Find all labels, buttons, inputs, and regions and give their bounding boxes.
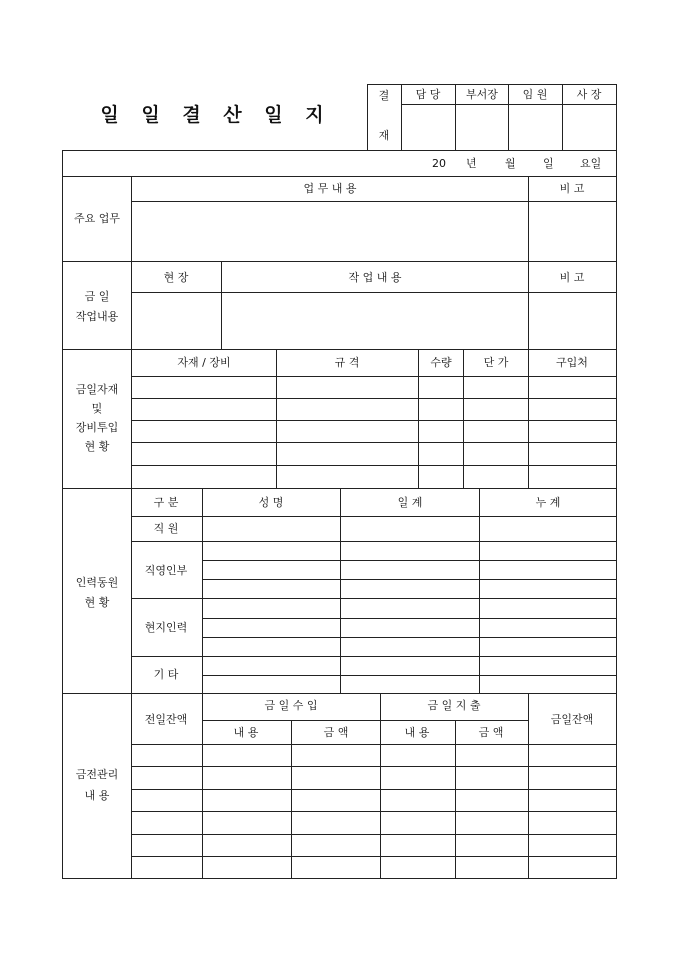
- today-work-site-field[interactable]: [132, 293, 221, 349]
- date-day-label: 일: [543, 157, 554, 170]
- approval-role-staff: 담 당: [415, 88, 441, 101]
- main-work-label: 주요 업무: [73, 212, 121, 225]
- materials-header-spec: 규 격: [334, 356, 360, 369]
- manpower-header-category: 구 분: [153, 496, 179, 509]
- manpower-label-2: 현 황: [84, 596, 110, 609]
- today-work-note-header: 비 고: [559, 271, 585, 284]
- main-work-content-header: 업 무 내 용: [303, 182, 357, 195]
- approval-sign-executive[interactable]: [509, 105, 562, 150]
- manpower-header-cumulative: 누 계: [535, 496, 561, 509]
- manpower-cat-other: 기 타: [153, 668, 179, 681]
- manpower-header-daily: 일 계: [397, 496, 423, 509]
- today-work-label-1: 금 일: [84, 290, 110, 303]
- materials-header-price: 단 가: [483, 356, 509, 369]
- manpower-cat-staff: 직 원: [153, 522, 179, 535]
- date-year-label: 년: [466, 157, 477, 170]
- materials-header-qty: 수량: [430, 356, 452, 369]
- approval-role-executive: 임 원: [522, 88, 548, 101]
- approval-label-top: 결: [378, 89, 390, 102]
- approval-role-manager: 부서장: [466, 88, 498, 101]
- materials-label-1: 금일자재: [75, 383, 119, 396]
- manpower-cat-local-labor: 현지인력: [144, 621, 188, 634]
- manpower-cat-direct-labor: 직영인부: [144, 564, 188, 577]
- manpower-header-name: 성 명: [258, 496, 284, 509]
- cash-expense-amount-header: 금 액: [478, 726, 504, 739]
- cash-expense-header: 금 일 지 출: [427, 699, 481, 712]
- approval-sign-manager[interactable]: [456, 105, 508, 150]
- cash-label-1: 금전관리: [75, 768, 119, 781]
- cash-label-2: 내 용: [84, 789, 110, 802]
- materials-label-4: 현 황: [84, 440, 110, 453]
- today-work-label-2: 작업내용: [75, 310, 119, 323]
- cash-income-header: 금 일 수 입: [264, 699, 318, 712]
- approval-sign-staff[interactable]: [402, 105, 455, 150]
- cash-prev-balance-header: 전일잔액: [144, 713, 188, 726]
- approval-label-bottom: 재: [378, 129, 390, 142]
- date-year-prefix: 20: [432, 157, 446, 170]
- today-work-content-field[interactable]: [222, 293, 528, 349]
- approval-sign-president[interactable]: [563, 105, 616, 150]
- main-work-note-header: 비 고: [559, 182, 585, 195]
- manpower-label-1: 인력동원: [75, 576, 119, 589]
- document-title: 일 일 결 산 일 지: [100, 104, 332, 126]
- materials-header-vendor: 구입처: [556, 356, 588, 369]
- today-work-site-header: 현 장: [163, 271, 189, 284]
- approval-role-president: 사 장: [576, 88, 602, 101]
- materials-label-3: 장비투입: [75, 421, 119, 434]
- date-weekday-label: 요일: [580, 157, 602, 170]
- main-work-note-field[interactable]: [529, 202, 616, 261]
- cash-income-content-header: 내 용: [233, 726, 259, 739]
- cash-expense-content-header: 내 용: [404, 726, 430, 739]
- main-work-content-field[interactable]: [132, 202, 528, 261]
- today-work-note-field[interactable]: [529, 293, 616, 349]
- today-work-content-header: 작 업 내 용: [348, 271, 402, 284]
- cash-today-balance-header: 금일잔액: [550, 713, 594, 726]
- materials-header-item: 자재 / 장비: [177, 356, 231, 369]
- materials-label-2: 및: [91, 402, 103, 415]
- date-month-label: 월: [505, 157, 516, 170]
- cash-income-amount-header: 금 액: [323, 726, 349, 739]
